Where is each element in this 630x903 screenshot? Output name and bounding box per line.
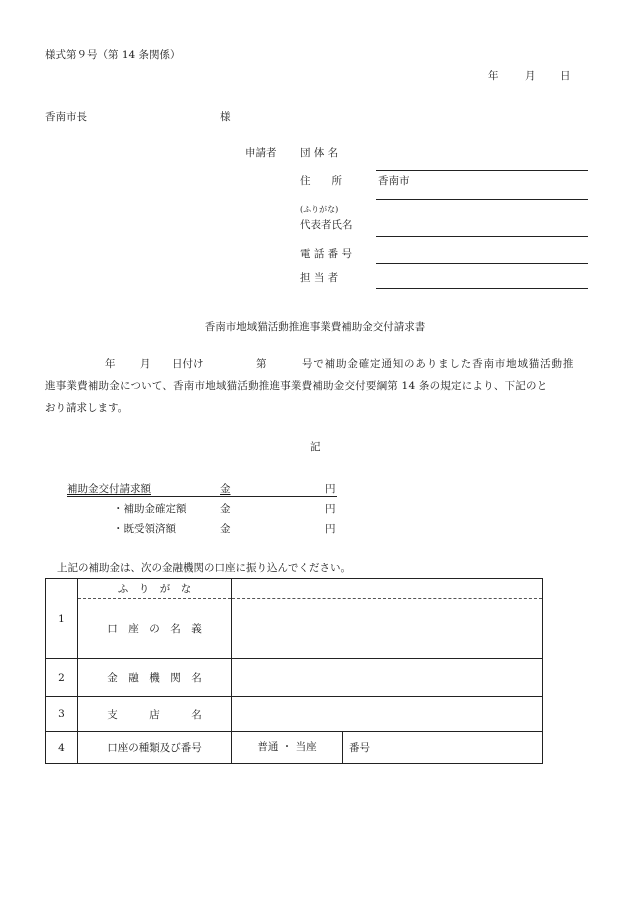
- date-year: 年: [488, 70, 499, 82]
- row1-furigana-value[interactable]: [232, 579, 543, 599]
- amount-confirmed-yen: 円: [325, 503, 336, 515]
- group-name-line: [376, 170, 588, 171]
- row4-account-type[interactable]: 普通 ・ 当座: [232, 732, 343, 763]
- amount-received-label: ・既受領済額: [113, 523, 176, 535]
- bank-account-table: [45, 578, 543, 764]
- representative-label: 代表者氏名: [300, 219, 353, 231]
- row4-number-label[interactable]: 番号: [349, 742, 370, 754]
- form-number: 様式第９号（第 14 条関係）: [45, 49, 181, 61]
- contact-line: [376, 288, 588, 289]
- row1-value[interactable]: [232, 599, 543, 659]
- body-line2: 進事業費補助金について、香南市地域猫活動推進事業費補助金交付要綱第 14 条の規定により、下記のと: [45, 380, 548, 392]
- row2-value[interactable]: [232, 659, 543, 697]
- row4-label: 口座の種類及び番号: [78, 732, 232, 764]
- row2-label: 金 融 機 関 名: [78, 659, 232, 697]
- row4-number: 4: [46, 732, 78, 764]
- contact-label: 担 当 者: [300, 272, 339, 284]
- amount-received-kin: 金: [220, 523, 231, 535]
- phone-line: [376, 263, 588, 264]
- row1-label: 口 座 の 名 義: [78, 599, 232, 659]
- group-name-label: 団 体 名: [300, 147, 339, 159]
- addressee-name: 香南市長: [45, 111, 87, 123]
- amount-received-yen: 円: [325, 523, 336, 535]
- amount-request-label: 補助金交付請求額: [67, 483, 151, 495]
- body-year: 年: [105, 358, 116, 370]
- date-day: 日: [560, 70, 571, 82]
- amount-request-yen: 円: [325, 483, 336, 495]
- amount-confirmed-label: ・補助金確定額: [113, 503, 187, 515]
- row4-value: [232, 732, 543, 764]
- address-label: 住 所: [300, 175, 342, 187]
- row2-number: 2: [46, 659, 78, 697]
- row1-number: 1: [46, 579, 78, 659]
- body-line3: おり請求します。: [45, 402, 129, 414]
- body-dai: 第: [256, 358, 267, 370]
- date-month: 月: [525, 70, 536, 82]
- applicant-heading: 申請者: [245, 147, 277, 159]
- row3-number: 3: [46, 697, 78, 732]
- body-month: 月: [140, 358, 151, 370]
- furigana-note: (ふりがな): [300, 205, 339, 214]
- body-line1: 号で補助金確定通知のありました香南市地域猫活動推: [302, 358, 575, 370]
- transfer-note: 上記の補助金は、次の金融機関の口座に振り込んでください。: [57, 562, 351, 574]
- amount-confirmed-kin: 金: [220, 503, 231, 515]
- row3-value[interactable]: [232, 697, 543, 732]
- body-date-suffix: 日付け: [172, 358, 204, 370]
- amount-request-underline: [67, 496, 337, 497]
- addressee-honorific: 様: [220, 111, 231, 123]
- address-value[interactable]: 香南市: [378, 175, 410, 187]
- ki-mark: 記: [310, 441, 321, 453]
- row1-furigana-label: ふ り が な: [78, 579, 232, 599]
- row3-label: 支 店 名: [78, 697, 232, 732]
- representative-line: [376, 236, 588, 237]
- document-title: 香南市地域猫活動推進事業費補助金交付請求書: [204, 321, 426, 333]
- phone-label: 電 話 番 号: [300, 248, 353, 260]
- address-line: [376, 199, 588, 200]
- amount-request-kin: 金: [220, 483, 231, 495]
